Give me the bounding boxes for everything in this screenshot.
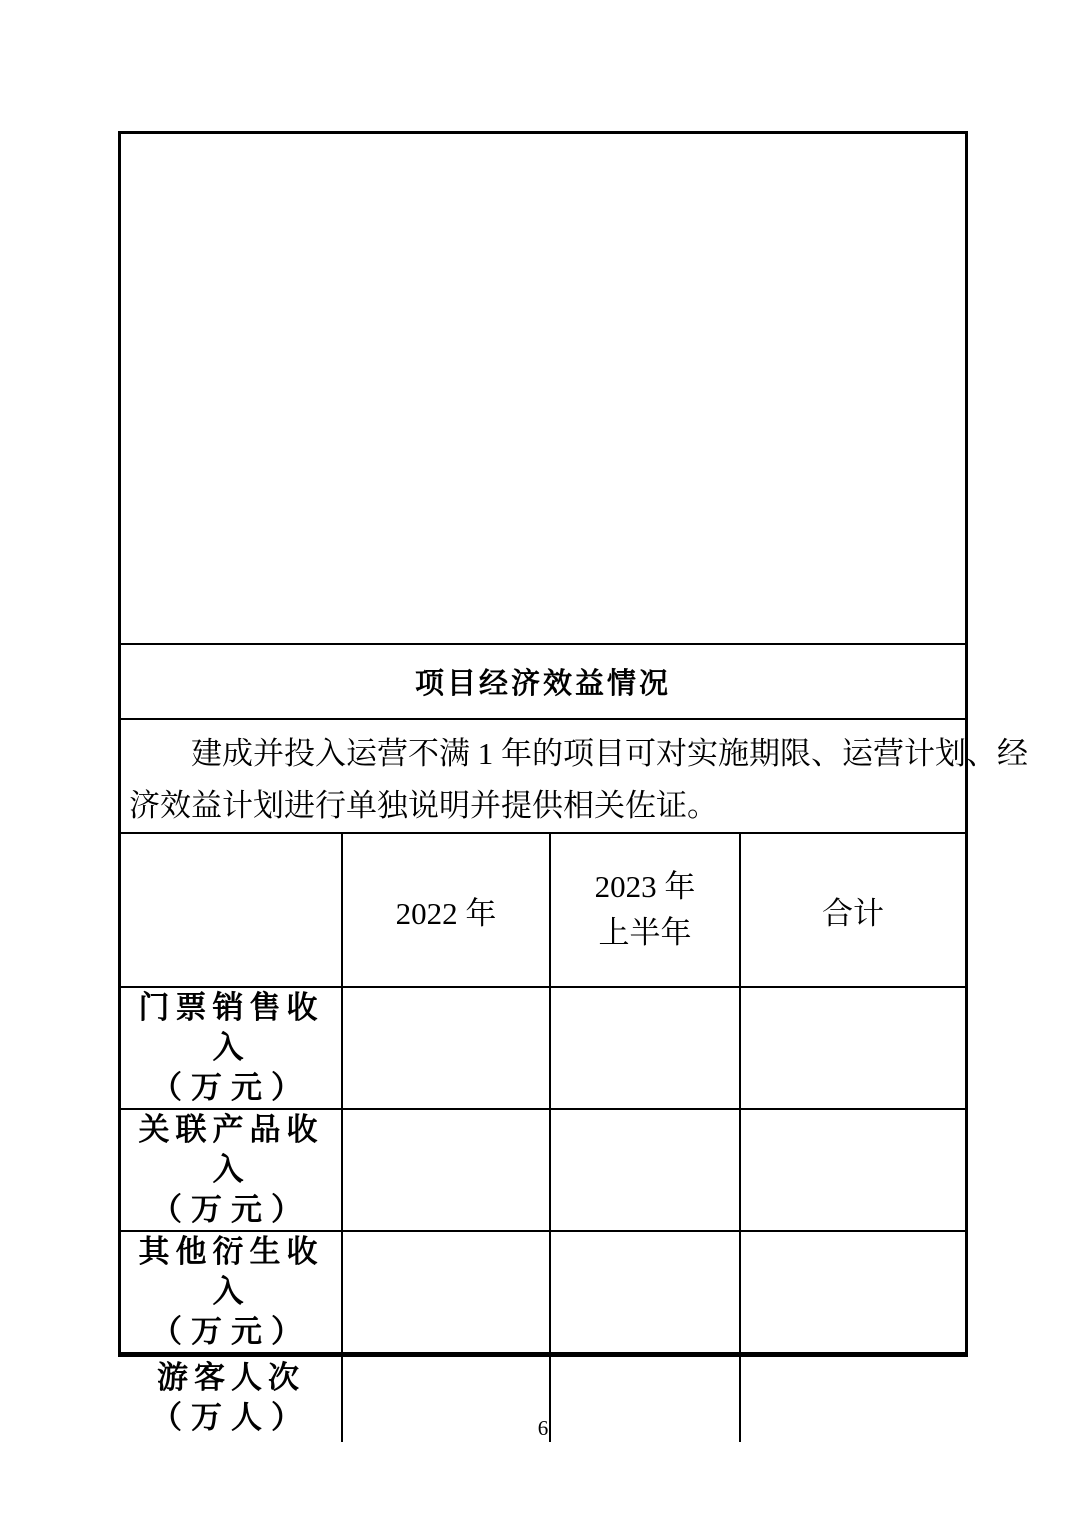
cell-related-2023h1 <box>550 1109 740 1231</box>
cell-other-2022 <box>342 1231 550 1353</box>
row-label-text: 游客人次 <box>157 1360 305 1395</box>
table-row-ticket-revenue <box>121 987 965 1109</box>
cell-ticket-total <box>740 987 965 1109</box>
row-label-related-product <box>121 1109 342 1231</box>
section-title: 项目经济效益情况 <box>121 643 965 718</box>
note-line-2: 济效益计划进行单独说明并提供相关佐证。 <box>129 788 718 823</box>
note-line-1: 建成并投入运营不满 1 年的项目可对实施期限、运营计划、经 <box>191 736 1028 771</box>
row-label-ticket-revenue <box>121 987 342 1109</box>
row-unit-text: （万元） <box>151 1314 311 1349</box>
header-cell-blank <box>121 833 342 987</box>
cell-other-total <box>740 1231 965 1353</box>
table-header-row <box>121 833 965 987</box>
row-unit-text: （万元） <box>151 1192 311 1227</box>
cell-related-2022 <box>342 1109 550 1231</box>
cell-related-total <box>740 1109 965 1231</box>
cell-ticket-2022 <box>342 987 550 1109</box>
economic-benefits-table <box>121 832 965 1442</box>
empty-content-area <box>121 134 965 643</box>
header-cell-2022: 2022 年 <box>342 833 550 987</box>
row-label-text: 门票销售收入 <box>138 990 324 1065</box>
note-paragraph <box>121 718 1028 832</box>
header-2023-line1: 2023 年 <box>594 869 696 904</box>
row-label-text: 关联产品收入 <box>138 1112 324 1187</box>
header-2023-line2: 上半年 <box>598 915 692 950</box>
table-row-other-derived-revenue <box>121 1231 965 1353</box>
header-cell-total: 合计 <box>740 833 965 987</box>
cell-ticket-2023h1 <box>550 987 740 1109</box>
page-number: 6 <box>537 1416 549 1440</box>
document-box <box>118 131 1028 1435</box>
row-label-other-derived <box>121 1231 342 1353</box>
row-unit-text: （万元） <box>151 1070 311 1105</box>
table-row-related-product-revenue <box>121 1109 965 1231</box>
cell-other-2023h1 <box>550 1231 740 1353</box>
header-cell-2023-h1 <box>550 833 740 987</box>
row-label-text: 其他衍生收入 <box>138 1234 324 1309</box>
row-unit-text: （万人） <box>151 1400 311 1435</box>
